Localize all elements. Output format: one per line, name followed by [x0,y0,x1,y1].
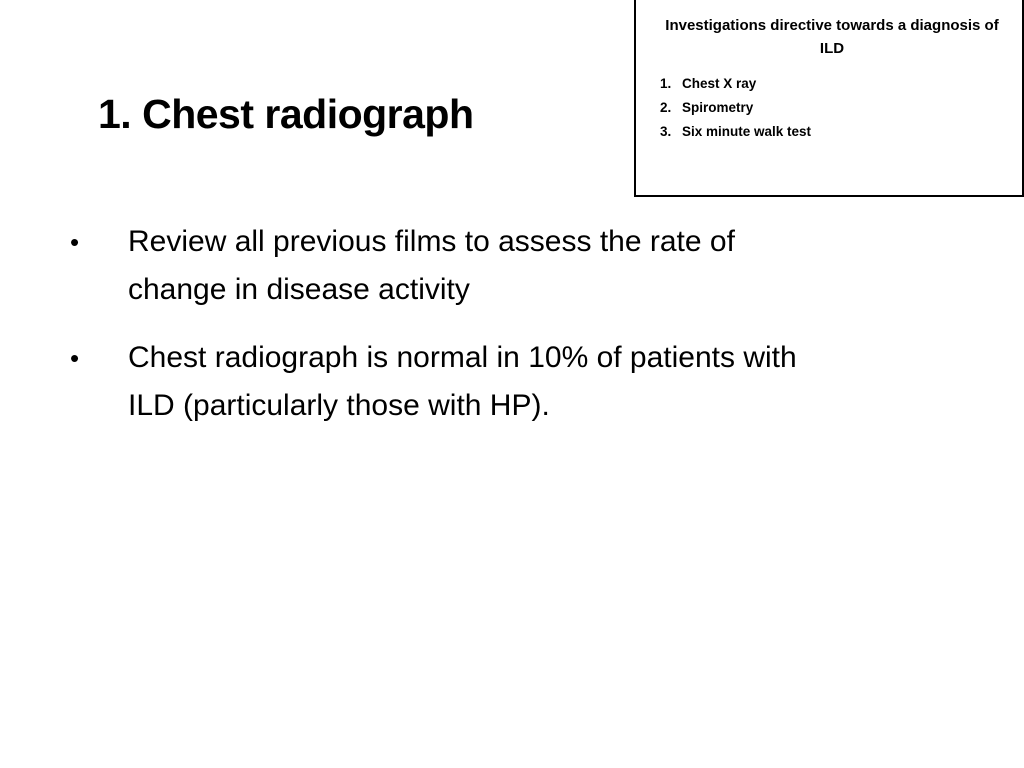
slide-title: 1. Chest radiograph [98,91,474,137]
bullet-icon: • [70,343,80,373]
list-item [660,96,811,120]
bullet-list [70,218,810,450]
list-item-number: 3. [660,124,672,139]
bullet-item [70,218,810,314]
list-item-text: Six minute walk test [682,124,812,139]
bullet-text: Review all previous films to assess the rate of change in disease activity [128,225,735,306]
bullet-icon: • [70,227,80,257]
investigations-list [660,72,811,144]
list-item [660,72,811,96]
list-item-number: 1. [660,76,672,91]
investigations-box-title: Investigations directive towards a diagnosis of ILD [665,17,999,57]
investigations-box [634,0,1024,197]
list-item-text: Chest X ray [682,76,757,91]
bullet-item [70,334,810,430]
list-item [660,120,811,144]
list-item-number: 2. [660,100,672,115]
bullet-text: Chest radiograph is normal in 10% of patients with ILD (particularly those with HP). [128,341,797,422]
list-item-text: Spirometry [682,100,754,115]
